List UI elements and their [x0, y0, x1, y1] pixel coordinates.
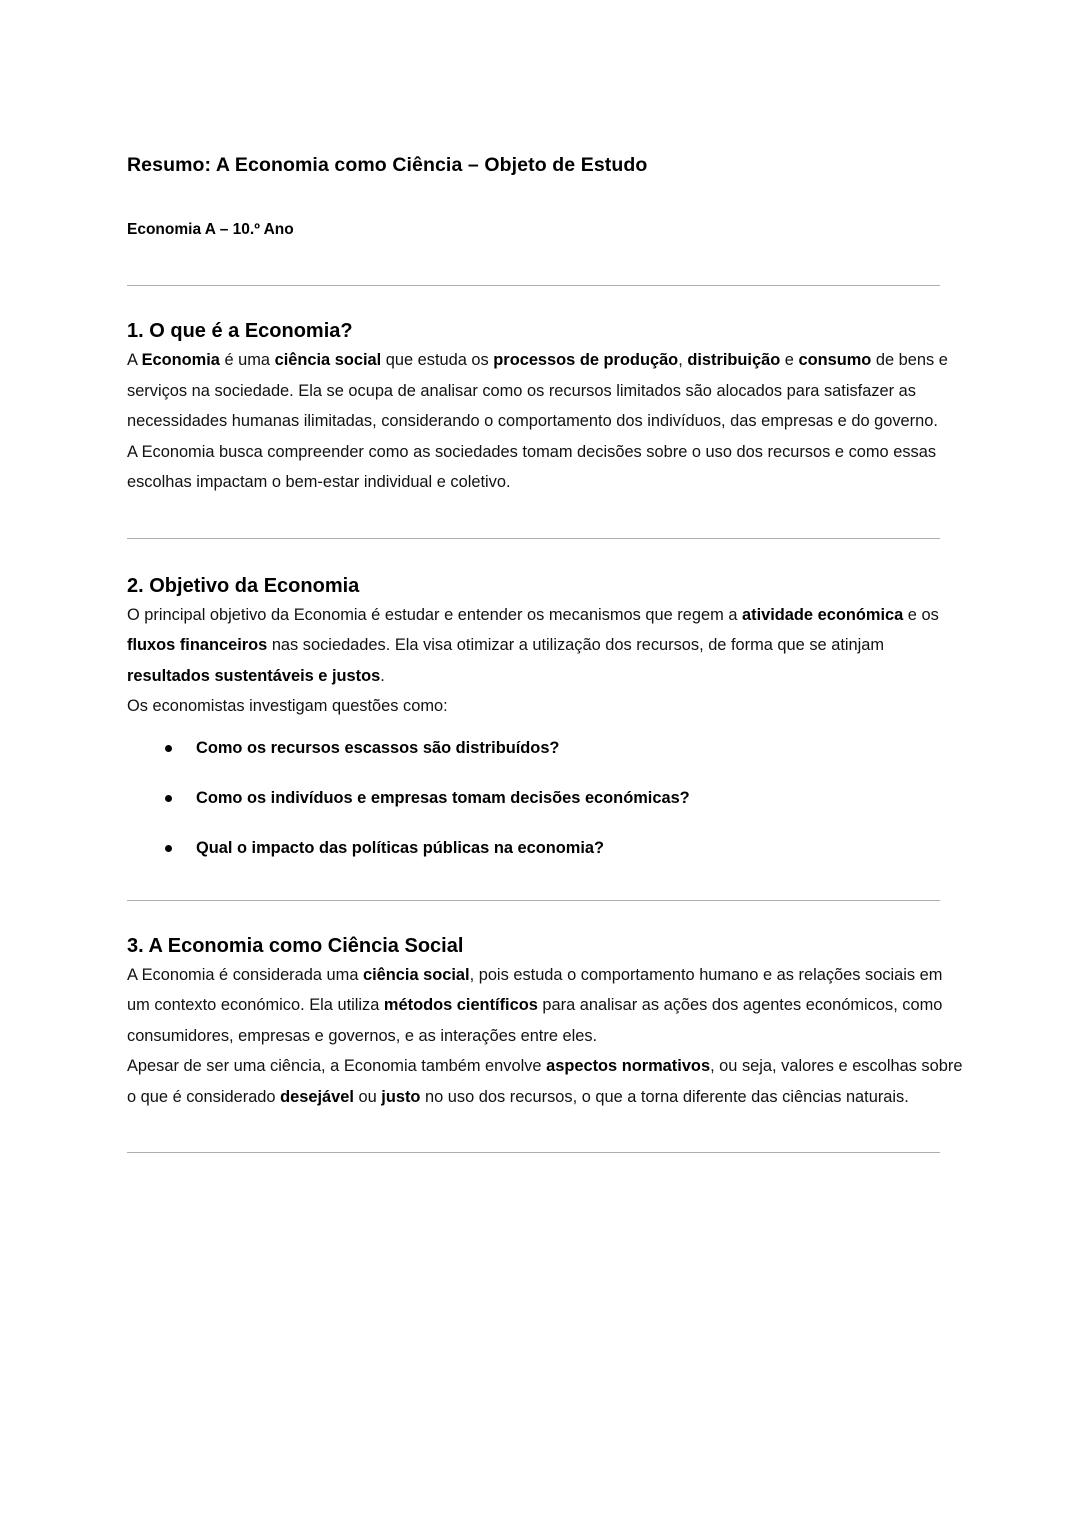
section-divider [127, 1152, 940, 1153]
section-divider [127, 900, 940, 901]
emphasis-text: fluxos financeiros [127, 636, 268, 654]
emphasis-text: desejável [280, 1087, 354, 1106]
question-list [127, 736, 963, 860]
section-1-paragraph-1: A Economia é uma ciência social que estuda os processos de produção, distribuição e consumo de bens e serviços na sociedade. Ela se ocupa de analisar como os recursos limitados são alocados para satisfazer as necessidades humanas ilimitadas, considerando o comportamento dos indivíduos, das empresas e do governo. [127, 351, 948, 430]
emphasis-text: consumo [798, 351, 872, 369]
emphasis-text: resultados sustentáveis e justos [127, 666, 381, 685]
bullet-icon [165, 845, 172, 852]
emphasis-text: aspectos normativos [546, 1057, 711, 1075]
section-divider [127, 538, 940, 539]
list-item-label: Qual o impacto das políticas públicas na economia? [196, 838, 605, 857]
emphasis-text: distribuição [687, 351, 781, 369]
list-item-label: Como os indivíduos e empresas tomam decisões económicas? [196, 788, 690, 807]
emphasis-text: processos de produção [493, 351, 679, 369]
section-3-paragraph-2: Apesar de ser uma ciência, a Economia também envolve aspectos normativos, ou seja, valores e escolhas sobre o que é considerado desejável ou justo no uso dos recursos, o que a torna diferente das ciências naturais. [127, 1057, 963, 1106]
emphasis-text: ciência social [274, 351, 382, 369]
list-item [127, 786, 963, 810]
page-title: Resumo: A Economia como Ciência – Objeto de Estudo [127, 154, 648, 176]
bullet-icon [165, 745, 172, 752]
section-divider [127, 285, 940, 286]
list-item [127, 836, 963, 860]
section-3-paragraph-1: A Economia é considerada uma ciência social, pois estuda o comportamento humano e as relações sociais em um contexto económico. Ela utiliza métodos científicos para analisar as ações dos agentes económicos, como consumidores, empresas e governos, e as interações entre eles. [127, 965, 943, 1045]
emphasis-text: ciência social [362, 965, 470, 984]
document-subtitle: Economia A – 10.º Ano [127, 221, 294, 238]
section-2-paragraph-1: O principal objetivo da Economia é estudar e entender os mecanismos que regem a atividade económica e os fluxos financeiros nas sociedades. Ela visa otimizar a utilização dos recursos, de forma que se atinjam resultados sustentáveis e justos. [127, 605, 939, 685]
document-content [127, 152, 963, 1153]
section-heading-1: 1. O que é a Economia? [127, 320, 353, 342]
section-heading-2: 2. Objetivo da Economia [127, 574, 360, 597]
bullet-icon [165, 795, 172, 802]
emphasis-text: atividade económica [742, 605, 904, 624]
emphasis-text: justo [381, 1087, 421, 1106]
section-2-paragraph-2: Os economistas investigam questões como: [127, 697, 448, 715]
emphasis-text: métodos científicos [383, 996, 538, 1014]
list-item-label: Como os recursos escassos são distribuídos? [196, 738, 560, 757]
list-item [127, 736, 963, 760]
emphasis-text: Economia [141, 351, 220, 369]
section-heading-3: 3. A Economia como Ciência Social [127, 934, 464, 957]
section-1-paragraph-2: A Economia busca compreender como as sociedades tomam decisões sobre o uso dos recursos e como essas escolhas impactam o bem-estar individual e coletivo. [127, 442, 937, 491]
